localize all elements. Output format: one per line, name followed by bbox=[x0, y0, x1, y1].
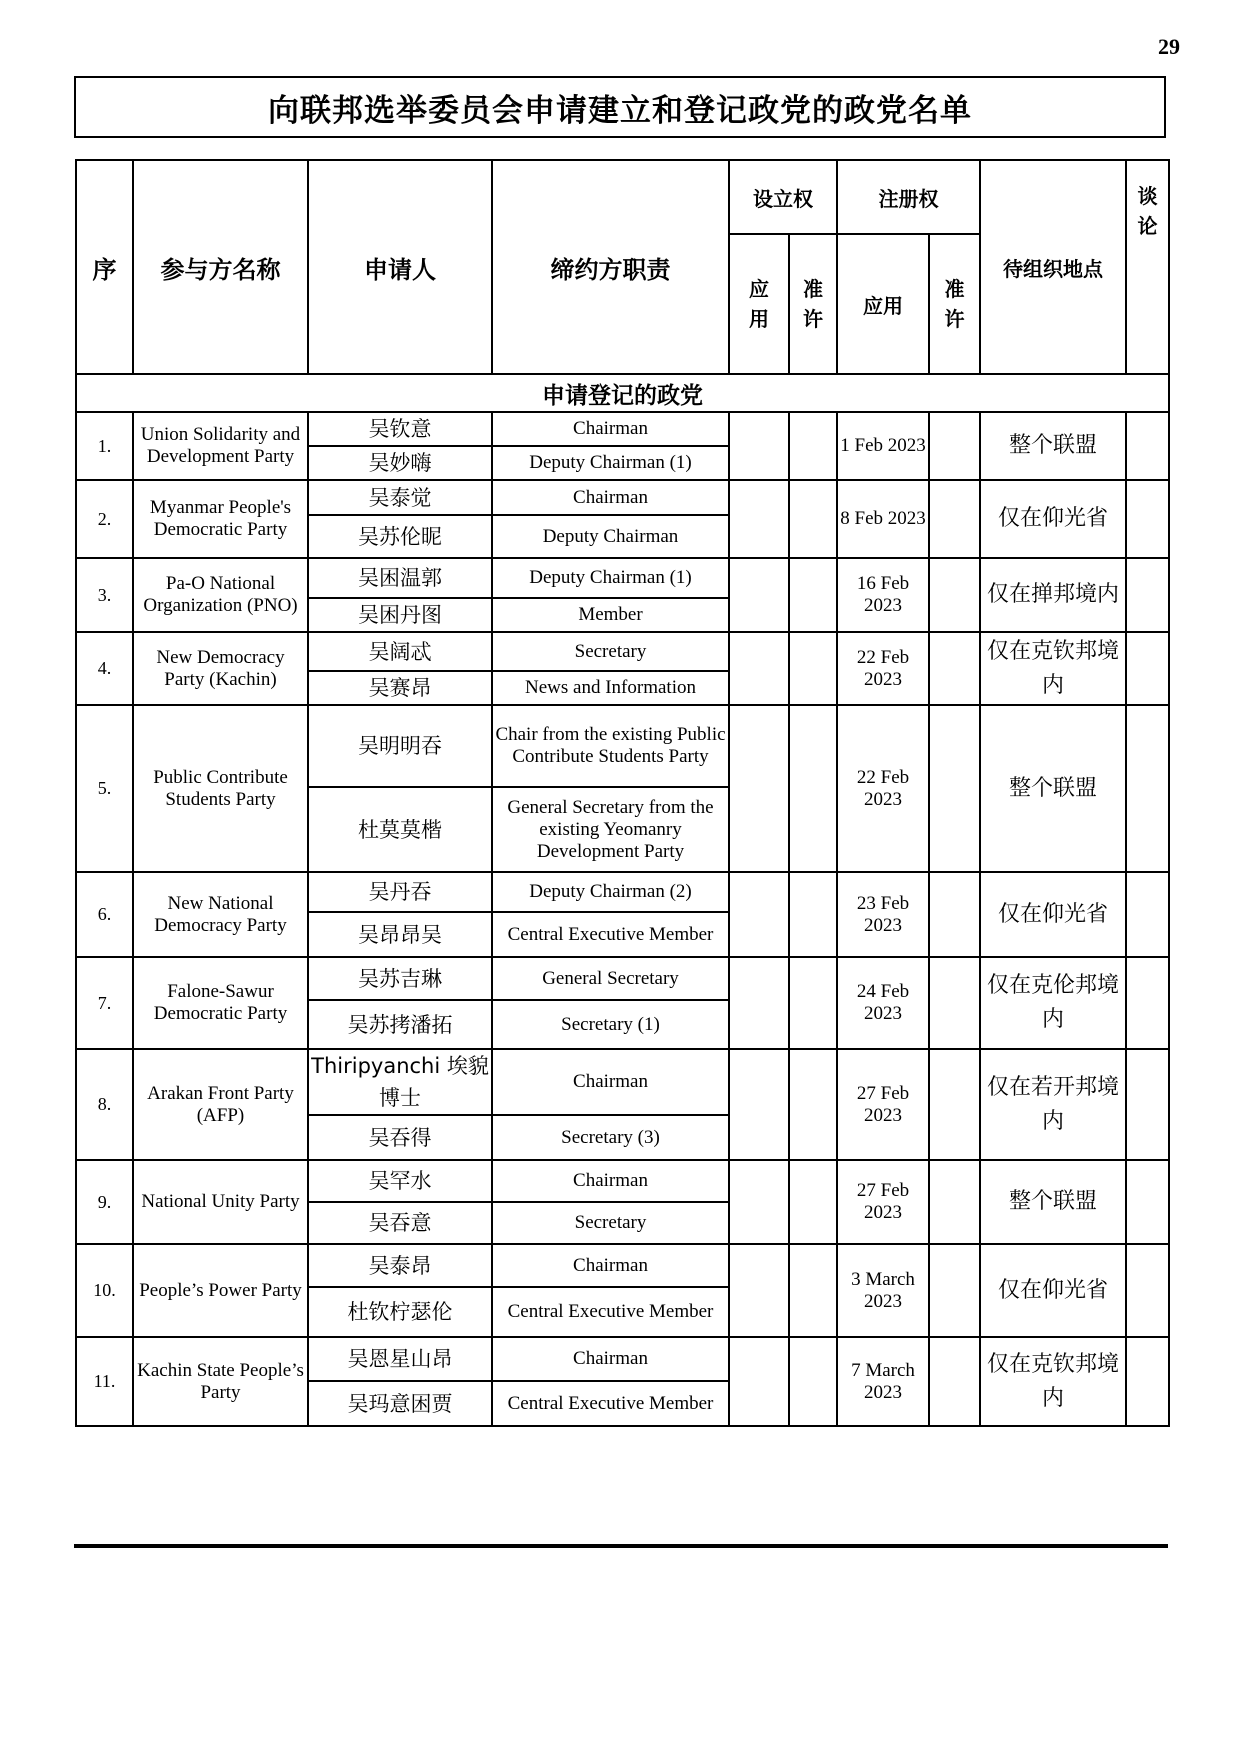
applicant-name: 吴泰昂 bbox=[308, 1244, 492, 1287]
applicant-name: 吴苏伦昵 bbox=[308, 515, 492, 558]
party-name: New Democracy Party (Kachin) bbox=[133, 632, 308, 705]
discuss-cell bbox=[1126, 872, 1169, 957]
establish-apply-cell bbox=[729, 872, 789, 957]
applicant-role: Secretary bbox=[492, 632, 729, 671]
party-name: Pa-O National Organization (PNO) bbox=[133, 558, 308, 632]
establish-approve-cell bbox=[789, 872, 837, 957]
row-number: 10. bbox=[76, 1244, 133, 1337]
party-name: Arakan Front Party (AFP) bbox=[133, 1049, 308, 1160]
establish-apply-cell bbox=[729, 705, 789, 872]
table-row bbox=[76, 1049, 1169, 1115]
party-name: People’s Power Party bbox=[133, 1244, 308, 1337]
organize-location: 仅在仰光省 bbox=[980, 480, 1126, 558]
applicant-role: Central Executive Member bbox=[492, 1287, 729, 1337]
party-name: National Unity Party bbox=[133, 1160, 308, 1244]
applicant-role: Chairman bbox=[492, 480, 729, 515]
register-apply-date: 22 Feb 2023 bbox=[837, 705, 929, 872]
discuss-cell bbox=[1126, 1244, 1169, 1337]
discuss-cell bbox=[1126, 412, 1169, 480]
register-approve-cell bbox=[929, 1160, 980, 1244]
header-apply-establish bbox=[729, 234, 789, 374]
header-party-name: 参与方名称 bbox=[133, 160, 308, 374]
header-apply-establish-label: 应用 bbox=[749, 277, 769, 331]
table-row bbox=[76, 412, 1169, 446]
register-apply-date: 3 March 2023 bbox=[837, 1244, 929, 1337]
organize-location: 整个联盟 bbox=[980, 705, 1126, 872]
establish-apply-cell bbox=[729, 1049, 789, 1160]
table-row bbox=[76, 705, 1169, 787]
establish-apply-cell bbox=[729, 632, 789, 705]
applicant-role: Chairman bbox=[492, 1337, 729, 1381]
row-number: 5. bbox=[76, 705, 133, 872]
register-approve-cell bbox=[929, 558, 980, 632]
register-approve-cell bbox=[929, 412, 980, 480]
row-number: 1. bbox=[76, 412, 133, 480]
applicant-role: Chairman bbox=[492, 412, 729, 446]
header-role: 缔约方职责 bbox=[492, 160, 729, 374]
table-row bbox=[76, 480, 1169, 515]
row-number: 2. bbox=[76, 480, 133, 558]
applicant-name: 吴赛昂 bbox=[308, 671, 492, 705]
header-approve-register bbox=[929, 234, 980, 374]
applicant-role: Secretary (3) bbox=[492, 1115, 729, 1160]
header-apply-register: 应用 bbox=[837, 234, 929, 374]
party-table bbox=[75, 159, 1170, 1427]
establish-apply-cell bbox=[729, 1337, 789, 1426]
document-title: 向联邦选举委员会申请建立和登记政党的政党名单 bbox=[74, 76, 1166, 138]
row-number: 7. bbox=[76, 957, 133, 1049]
row-number: 8. bbox=[76, 1049, 133, 1160]
applicant-role: Chairman bbox=[492, 1244, 729, 1287]
establish-apply-cell bbox=[729, 1160, 789, 1244]
applicant-role: Central Executive Member bbox=[492, 1381, 729, 1426]
applicant-name: 吴妙嗨 bbox=[308, 446, 492, 480]
header-discuss-label: 谈论 bbox=[1137, 184, 1158, 238]
header-seq: 序 bbox=[76, 160, 133, 374]
discuss-cell bbox=[1126, 632, 1169, 705]
organize-location: 整个联盟 bbox=[980, 412, 1126, 480]
bottom-rule bbox=[74, 1544, 1168, 1548]
party-name: Union Solidarity and Development Party bbox=[133, 412, 308, 480]
section-title: 申请登记的政党 bbox=[76, 374, 1169, 412]
organize-location: 整个联盟 bbox=[980, 1160, 1126, 1244]
table-row bbox=[76, 872, 1169, 912]
row-number: 9. bbox=[76, 1160, 133, 1244]
discuss-cell bbox=[1126, 957, 1169, 1049]
discuss-cell bbox=[1126, 1160, 1169, 1244]
register-approve-cell bbox=[929, 957, 980, 1049]
table-row bbox=[76, 558, 1169, 598]
applicant-name: 吴困丹图 bbox=[308, 598, 492, 632]
applicant-role: Deputy Chairman (2) bbox=[492, 872, 729, 912]
applicant-name: 吴罕水 bbox=[308, 1160, 492, 1202]
applicant-name: 吴昂昂吴 bbox=[308, 912, 492, 957]
applicant-role: Central Executive Member bbox=[492, 912, 729, 957]
row-number: 11. bbox=[76, 1337, 133, 1426]
row-number: 6. bbox=[76, 872, 133, 957]
register-apply-date: 7 March 2023 bbox=[837, 1337, 929, 1426]
discuss-cell bbox=[1126, 1049, 1169, 1160]
establish-approve-cell bbox=[789, 1049, 837, 1160]
applicant-name: 吴明明吞 bbox=[308, 705, 492, 787]
applicant-role: General Secretary from the existing Yeomanry Development Party bbox=[492, 787, 729, 872]
establish-apply-cell bbox=[729, 412, 789, 480]
applicant-role: General Secretary bbox=[492, 957, 729, 1000]
register-apply-date: 23 Feb 2023 bbox=[837, 872, 929, 957]
applicant-name: 杜钦柠瑟伦 bbox=[308, 1287, 492, 1337]
register-approve-cell bbox=[929, 872, 980, 957]
header-approve-register-label: 准许 bbox=[944, 277, 965, 331]
applicant-role: Chairman bbox=[492, 1049, 729, 1115]
applicant-role: Chairman bbox=[492, 1160, 729, 1202]
establish-apply-cell bbox=[729, 480, 789, 558]
applicant-role: Deputy Chairman (1) bbox=[492, 446, 729, 480]
discuss-cell bbox=[1126, 558, 1169, 632]
applicant-name: 吴恩星山昂 bbox=[308, 1337, 492, 1381]
register-apply-date: 8 Feb 2023 bbox=[837, 480, 929, 558]
table-row bbox=[76, 1160, 1169, 1202]
applicant-name: 吴苏吉琳 bbox=[308, 957, 492, 1000]
applicant-name: 吴泰觉 bbox=[308, 480, 492, 515]
table-row bbox=[76, 632, 1169, 671]
establish-approve-cell bbox=[789, 558, 837, 632]
register-apply-date: 27 Feb 2023 bbox=[837, 1160, 929, 1244]
table-row bbox=[76, 1337, 1169, 1381]
establish-apply-cell bbox=[729, 558, 789, 632]
discuss-cell bbox=[1126, 705, 1169, 872]
applicant-name: 吴吞意 bbox=[308, 1202, 492, 1244]
party-name: Falone-Sawur Democratic Party bbox=[133, 957, 308, 1049]
register-apply-date: 24 Feb 2023 bbox=[837, 957, 929, 1049]
discuss-cell bbox=[1126, 1337, 1169, 1426]
applicant-role: Secretary (1) bbox=[492, 1000, 729, 1049]
header-establish-right: 设立权 bbox=[729, 160, 837, 234]
header-approve-establish bbox=[789, 234, 837, 374]
page-number: 29 bbox=[1158, 34, 1180, 59]
table-row bbox=[76, 1244, 1169, 1287]
table-row bbox=[76, 957, 1169, 1000]
applicant-role: Secretary bbox=[492, 1202, 729, 1244]
applicant-role: News and Information bbox=[492, 671, 729, 705]
register-approve-cell bbox=[929, 1244, 980, 1337]
applicant-name: 吴吞得 bbox=[308, 1115, 492, 1160]
establish-approve-cell bbox=[789, 412, 837, 480]
establish-approve-cell bbox=[789, 1337, 837, 1426]
party-name: Kachin State People’s Party bbox=[133, 1337, 308, 1426]
header-register-right: 注册权 bbox=[837, 160, 980, 234]
party-name: New National Democracy Party bbox=[133, 872, 308, 957]
party-name: Public Contribute Students Party bbox=[133, 705, 308, 872]
organize-location: 仅在掸邦境内 bbox=[980, 558, 1126, 632]
applicant-name: 吴苏拷潘拓 bbox=[308, 1000, 492, 1049]
applicant-name: 杜莫莫楷 bbox=[308, 787, 492, 872]
row-number: 4. bbox=[76, 632, 133, 705]
party-name: Myanmar People's Democratic Party bbox=[133, 480, 308, 558]
discuss-cell bbox=[1126, 480, 1169, 558]
organize-location: 仅在若开邦境内 bbox=[980, 1049, 1126, 1160]
row-number: 3. bbox=[76, 558, 133, 632]
header-approve-establish-label: 准许 bbox=[803, 277, 823, 331]
establish-approve-cell bbox=[789, 632, 837, 705]
applicant-role: Deputy Chairman (1) bbox=[492, 558, 729, 598]
establish-approve-cell bbox=[789, 480, 837, 558]
applicant-name: 吴阔忒 bbox=[308, 632, 492, 671]
register-approve-cell bbox=[929, 480, 980, 558]
organize-location: 仅在克伦邦境内 bbox=[980, 957, 1126, 1049]
applicant-name: 吴钦意 bbox=[308, 412, 492, 446]
register-apply-date: 1 Feb 2023 bbox=[837, 412, 929, 480]
applicant-role: Chair from the existing Public Contribute Students Party bbox=[492, 705, 729, 787]
organize-location: 仅在克钦邦境内 bbox=[980, 632, 1126, 705]
register-approve-cell bbox=[929, 632, 980, 705]
applicant-name: Thiripyanchi 埃貌博士 bbox=[308, 1049, 492, 1115]
applicant-role: Member bbox=[492, 598, 729, 632]
establish-apply-cell bbox=[729, 957, 789, 1049]
establish-approve-cell bbox=[789, 1244, 837, 1337]
register-apply-date: 16 Feb 2023 bbox=[837, 558, 929, 632]
table-body bbox=[76, 374, 1169, 1426]
establish-approve-cell bbox=[789, 1160, 837, 1244]
applicant-role: Deputy Chairman bbox=[492, 515, 729, 558]
header-discuss bbox=[1126, 160, 1169, 374]
register-approve-cell bbox=[929, 705, 980, 872]
organize-location: 仅在仰光省 bbox=[980, 1244, 1126, 1337]
register-approve-cell bbox=[929, 1337, 980, 1426]
organize-location: 仅在仰光省 bbox=[980, 872, 1126, 957]
register-approve-cell bbox=[929, 1049, 980, 1160]
establish-apply-cell bbox=[729, 1244, 789, 1337]
register-apply-date: 27 Feb 2023 bbox=[837, 1049, 929, 1160]
applicant-name: 吴困温郭 bbox=[308, 558, 492, 598]
applicant-name: 吴玛意困贾 bbox=[308, 1381, 492, 1426]
establish-approve-cell bbox=[789, 705, 837, 872]
organize-location: 仅在克钦邦境内 bbox=[980, 1337, 1126, 1426]
establish-approve-cell bbox=[789, 957, 837, 1049]
applicant-name: 吴丹吞 bbox=[308, 872, 492, 912]
register-apply-date: 22 Feb 2023 bbox=[837, 632, 929, 705]
header-applicant: 申请人 bbox=[308, 160, 492, 374]
header-location: 待组织地点 bbox=[980, 160, 1126, 374]
